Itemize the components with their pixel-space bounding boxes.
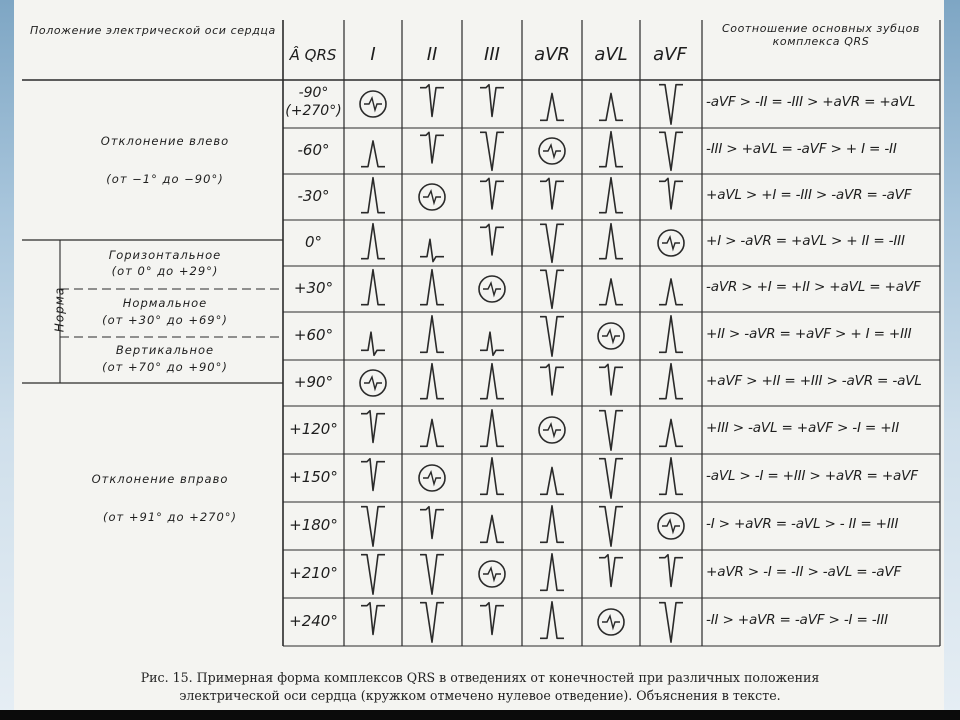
row-11-lead-avl-s-wave-icon: [599, 555, 623, 587]
row-5-lead-i-tall-r-wave-icon: [361, 270, 385, 305]
row-1-lead-avl-r-wave-icon: [599, 93, 623, 120]
row-12-lead-ii-deep-qs-wave-icon: [420, 603, 444, 642]
row-7-lead-avf-tall-r-wave-icon: [659, 364, 683, 399]
row-axis-value: [283, 84, 344, 120]
row-9-lead-avf-tall-r-wave-icon: [659, 458, 683, 494]
row-11-lead-avr-tall-r-wave-icon: [540, 554, 564, 590]
lead-header-avl: aVL: [594, 44, 628, 65]
zone-horizontal-range: (от 0° до +29°): [111, 264, 219, 278]
row-axis-value: +90°: [293, 373, 334, 391]
row-8-lead-avl-deep-qs-wave-icon: [599, 411, 623, 450]
row-relation-text: +aVR > -I = -II > -aVL = -aVF: [706, 564, 902, 580]
row-axis-value: +150°: [289, 468, 338, 486]
zone-left-range: (от −1° до −90°): [106, 172, 224, 186]
row-5-lead-avl-r-wave-icon: [599, 279, 623, 305]
row-axis-value: +210°: [289, 564, 338, 582]
row-3-lead-avl-tall-r-wave-icon: [599, 178, 623, 213]
row-8-lead-avf-r-wave-icon: [659, 419, 683, 446]
zone-right-range: (от +91° до +270°): [102, 510, 238, 524]
row-11-lead-ii-deep-qs-wave-icon: [420, 555, 444, 594]
caption-line-2: электрической оси сердца (кружком отмечено нулевое отведение). Объяснения в тексте.: [179, 688, 781, 703]
row-relation-text: +II > -aVR = +aVF > + I = +III: [706, 326, 912, 342]
row-4-lead-avf-zero-lead-icon: [658, 230, 684, 256]
row-1-lead-avf-deep-qs-wave-icon: [659, 85, 683, 124]
row-axis-value: +60°: [293, 326, 334, 344]
row-3-lead-avf-s-wave-icon: [659, 178, 683, 209]
row-relation-text: -aVF > -II = -III > +aVR = +aVL: [706, 94, 916, 110]
row-3-lead-ii-zero-lead-icon: [419, 184, 445, 210]
row-10-lead-avl-deep-qs-wave-icon: [599, 507, 623, 546]
relation-column-header: Соотношение основных зубцов комплекса QRS: [721, 22, 921, 48]
row-relation-text: -II > +aVR = -aVF > -I = -III: [706, 612, 888, 628]
row-2-lead-avl-tall-r-wave-icon: [599, 132, 623, 167]
zone-normal-title: Нормальное: [122, 296, 208, 310]
row-7-lead-avl-s-wave-icon: [599, 364, 623, 395]
row-11-lead-iii-zero-lead-icon: [479, 561, 505, 587]
axis-alternate: (+270°): [285, 103, 342, 119]
row-6-lead-iii-small-rs-wave-icon: [480, 332, 504, 355]
row-12-lead-avr-tall-r-wave-icon: [540, 602, 564, 638]
row-3-lead-avr-s-wave-icon: [540, 178, 564, 209]
row-12-lead-i-s-wave-icon: [361, 603, 385, 635]
figure-caption: [20, 669, 940, 705]
row-2-lead-iii-deep-qs-wave-icon: [480, 132, 504, 170]
zone-right-title: Отклонение вправо: [91, 472, 229, 486]
row-9-lead-iii-tall-r-wave-icon: [480, 458, 504, 494]
zone-vertical-range: (от +70° до +90°): [102, 360, 228, 374]
row-8-lead-ii-r-wave-icon: [420, 419, 444, 446]
row-8-lead-avr-zero-lead-icon: [539, 417, 565, 443]
zone-norm-label: Норма: [52, 286, 67, 333]
row-5-lead-ii-tall-r-wave-icon: [420, 270, 444, 305]
lead-header-i: I: [370, 44, 376, 65]
row-relation-text: -aVR > +I = +II > +aVL = +aVF: [706, 279, 921, 295]
row-1-lead-i-zero-lead-icon: [360, 91, 386, 117]
row-6-lead-i-small-rs-wave-icon: [361, 332, 385, 355]
row-axis-value: 0°: [304, 233, 323, 251]
row-6-lead-avf-tall-r-wave-icon: [659, 316, 683, 352]
row-4-lead-ii-small-rs-wave-icon: [420, 239, 444, 261]
row-9-lead-avl-deep-qs-wave-icon: [599, 459, 623, 498]
row-7-lead-i-zero-lead-icon: [360, 370, 386, 396]
row-4-lead-i-tall-r-wave-icon: [361, 224, 385, 259]
row-4-lead-avr-deep-qs-wave-icon: [540, 224, 564, 262]
row-1-lead-ii-s-wave-icon: [420, 85, 444, 117]
row-9-lead-ii-zero-lead-icon: [419, 465, 445, 491]
row-3-lead-iii-s-wave-icon: [480, 178, 504, 209]
row-axis-value: +180°: [289, 516, 338, 534]
row-relation-text: -I > +aVR = -aVL > - II = +III: [706, 516, 899, 532]
row-12-lead-avl-zero-lead-icon: [598, 609, 624, 635]
row-relation-text: -III > +aVL = -aVF > + I = -II: [706, 141, 897, 157]
row-5-lead-iii-zero-lead-icon: [479, 276, 505, 302]
row-2-lead-i-r-wave-icon: [361, 141, 385, 167]
row-7-lead-avr-s-wave-icon: [540, 364, 564, 395]
zone-normal-range: (от +30° до +69°): [102, 313, 228, 327]
row-relation-text: +aVF > +II = +III > -aVR = -aVL: [706, 373, 922, 389]
row-10-lead-avr-tall-r-wave-icon: [540, 506, 564, 542]
zone-vertical-title: Вертикальное: [115, 343, 215, 357]
row-relation-text: -aVL > -I = +III > +aVR = +aVF: [706, 468, 918, 484]
row-axis-value: +240°: [289, 612, 338, 630]
row-5-lead-avr-deep-qs-wave-icon: [540, 270, 564, 308]
row-axis-value: +120°: [289, 420, 338, 438]
row-11-lead-i-deep-qs-wave-icon: [361, 555, 385, 594]
row-10-lead-avf-zero-lead-icon: [658, 513, 684, 539]
row-11-lead-avf-s-wave-icon: [659, 555, 683, 587]
row-6-lead-avl-zero-lead-icon: [598, 323, 624, 349]
row-12-lead-avf-deep-qs-wave-icon: [659, 603, 683, 642]
row-6-lead-avr-deep-qs-wave-icon: [540, 317, 564, 356]
row-4-lead-avl-tall-r-wave-icon: [599, 224, 623, 259]
row-relation-text: +aVL > +I = -III > -aVR = -aVF: [706, 187, 912, 203]
row-7-lead-ii-tall-r-wave-icon: [420, 364, 444, 399]
row-axis-value: +30°: [293, 279, 334, 297]
position-column-header: Положение электрической оси сердца: [30, 24, 276, 37]
row-axis-value: -30°: [297, 187, 330, 205]
row-relation-text: +I > -aVR = +aVL > + II = -III: [706, 233, 905, 249]
lead-header-avr: aVR: [534, 44, 570, 65]
row-2-lead-avr-zero-lead-icon: [539, 138, 565, 164]
axis-column-header: Â QRS: [289, 46, 337, 64]
lead-header-avf: aVF: [653, 44, 687, 65]
row-10-lead-iii-r-wave-icon: [480, 515, 504, 542]
axis-primary: -90°: [298, 85, 329, 101]
row-2-lead-avf-deep-qs-wave-icon: [659, 132, 683, 170]
zone-horizontal-title: Горизонтальное: [108, 248, 222, 262]
lead-header-iii: III: [484, 44, 500, 65]
row-relation-text: +III > -aVL = +aVF > -I = +II: [706, 420, 900, 436]
row-1-lead-avr-r-wave-icon: [540, 93, 564, 120]
row-7-lead-iii-tall-r-wave-icon: [480, 364, 504, 399]
row-6-lead-ii-tall-r-wave-icon: [420, 316, 444, 352]
row-5-lead-avf-r-wave-icon: [659, 279, 683, 305]
row-12-lead-iii-s-wave-icon: [480, 603, 504, 635]
row-10-lead-i-deep-qs-wave-icon: [361, 507, 385, 546]
row-3-lead-i-tall-r-wave-icon: [361, 178, 385, 213]
zone-left-title: Отклонение влево: [100, 134, 230, 148]
row-10-lead-ii-s-wave-icon: [420, 507, 444, 539]
row-4-lead-iii-s-wave-icon: [480, 224, 504, 255]
row-axis-value: -60°: [297, 141, 330, 159]
row-8-lead-iii-tall-r-wave-icon: [480, 410, 504, 446]
lead-header-ii: II: [426, 44, 438, 65]
row-9-lead-i-s-wave-icon: [361, 459, 385, 491]
row-1-lead-iii-s-wave-icon: [480, 85, 504, 117]
row-8-lead-i-s-wave-icon: [361, 411, 385, 443]
row-2-lead-ii-s-wave-icon: [420, 132, 444, 163]
caption-line-1: Рис. 15. Примерная форма комплексов QRS в отведениях от конечностей при различных положения: [140, 670, 820, 685]
row-9-lead-avr-r-wave-icon: [540, 467, 564, 494]
